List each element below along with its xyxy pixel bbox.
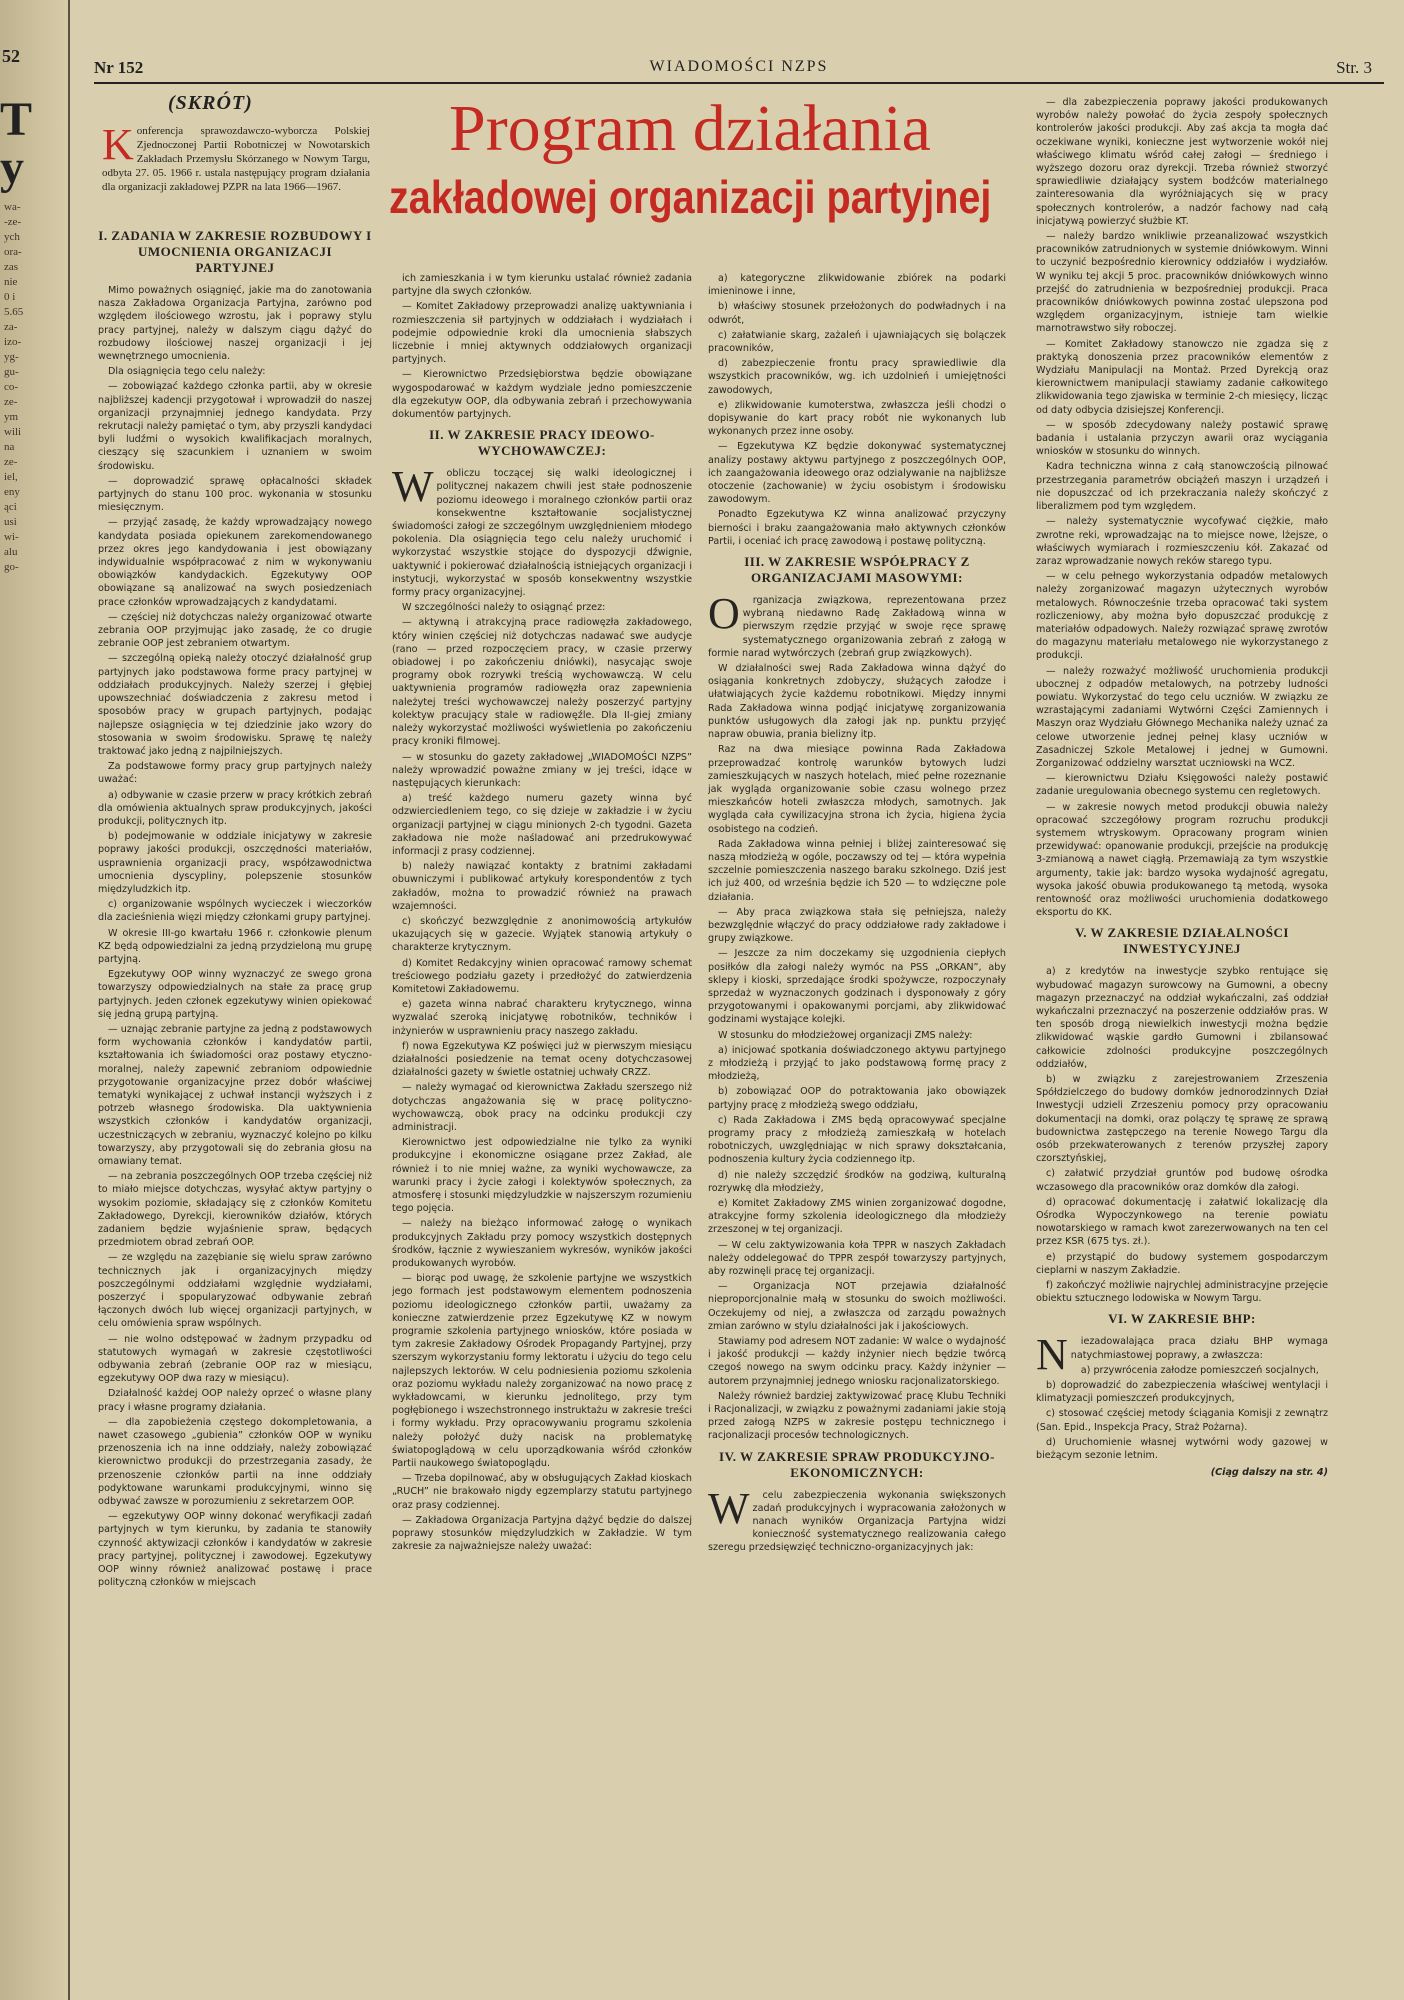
drop-cap: N	[1036, 1330, 1068, 1380]
paragraph: Raz na dwa miesiące powinna Rada Zakładowa przeprowadzać kontrolę warunków bytowych ludzi zamieszkujących w naszych hotelach, mieć pełne rozeznanie jak wygląda organizowanie sobie czasu wolnego przez mieszkańców hoteli zwłaszcza młodych, samotnych. Jak wygląda cała cywilizacyjna strona ich życia, higiena życia osobistego na codzień.	[708, 744, 1006, 835]
column-4	[1036, 96, 1328, 1932]
paragraph: — Trzeba dopilnować, aby w obsługujących Zakład kioskach „RUCH” nie brakowało nigdy egzemplarzy statutu partyjnego oraz prasy codziennej.	[392, 1473, 692, 1511]
adjacent-fragment: ych	[4, 231, 20, 243]
column-2	[392, 272, 692, 1912]
paragraph: c) stosować częściej metody ściągania Komisji z zewnątrz (San. Epid., Inspekcja Pracy, Straż Pożarna).	[1036, 1408, 1328, 1433]
paragraph: d) nie należy szczędzić środków na godziwą, kulturalną rozrywkę dla młodzieży,	[708, 1169, 1006, 1194]
paragraph: Mimo poważnych osiągnięć, jakie ma do zanotowania nasza Zakładowa Organizacja Partyjna, zarówno pod względem ilościowego wzrostu, jak i poprawy stylu pracy partyjnej, należy w dalszym ciągu dążyć do rozbudowy ilościowej naszej organizacji i jej wewnętrznego umocnienia.	[98, 285, 372, 363]
paragraph: d) Komitet Redakcyjny winien opracować ramowy schemat treściowego podziału gazety i przedłożyć do zatwierdzenia Komitetowi Zakładowemu.	[392, 957, 692, 995]
paragraph: e) Komitet Zakładowy ZMS winien zorganizować dogodne, atrakcyjne formy szkolenia ideologicznego dla młodzieży zrzeszonej w tej organizacji.	[708, 1198, 1006, 1236]
paragraph: — w stosunku do gazety zakładowej „WIADOMOŚCI NZPS” należy wprowadzić poważne zmiany w jej treści, idące w następujących kierunkach:	[392, 751, 692, 789]
article-headline	[330, 92, 1050, 228]
paragraph: Należy również bardziej zaktywizować pracę Klubu Techniki i Racjonalizacji, w związku z poważnymi zadaniami jakie stoją przed załogą NZPS w zakresie postępu technicznego i racjonalizacji procesów technologicznych.	[708, 1390, 1006, 1442]
paragraph: W szczególności należy to osiągnąć przez:	[402, 602, 606, 614]
adjacent-fragment: ze-	[4, 396, 18, 408]
article-lead	[102, 124, 370, 196]
section-heading-1: I. ZADANIA W ZAKRESIE ROZBUDOWY I UMOCNIENIA ORGANIZACJI PARTYJNEJ	[98, 228, 372, 275]
page-header	[94, 52, 1384, 84]
headline-line-2: zakładowej organizacji partyjnej	[388, 171, 992, 223]
headline-line-1: Program działania	[449, 92, 931, 165]
paragraph: — należy wymagać od kierownictwa Zakładu szerszego niż dotychczas angażowania się w pracę polityczno-wychowawczą, obok pracy na odcinku produkcji czy administracji.	[392, 1082, 692, 1133]
paragraph: — w celu pełnego wykorzystania odpadów metalowych należy zorganizować magazyn użytecznych wyrobów metalowych. Równocześnie trzeba opracować taki system rozliczeniowy, aby można było dopuszczać produkcję z materiałów odpadowych. Należy rozwiązać sprawę zwrotów do magazynu materiału metalowego nie wykorzystanego z produkcji.	[1036, 571, 1328, 662]
paragraph: Dla osiągnięcia tego celu należy:	[108, 366, 266, 378]
paragraph: a) kategoryczne zlikwidowanie zbiórek na podarki imieninowe i inne,	[708, 273, 1006, 298]
paragraph: Za podstawowe formy pracy grup partyjnych należy uważać:	[98, 761, 372, 786]
paragraph: — należy na bieżąco informować załogę o wynikach produkcyjnych Zakładu przy pomocy wszystkich dostępnych środków, łącznie z wywieszaniem wykresów, wyników jakości produkowanych wyrobów.	[392, 1218, 692, 1270]
paragraph: — należy bardzo wnikliwie przeanalizować wszystkich pracowników zatrudnionych w systemie dniówkowym. Winni to uczynić bezpośrednio kierownicy oddziałów i wydziałów. W wyniku tej akcji 5 proc. pracowników dniówkowych winno przejść do zatrudnienia w bezpośredniej produkcji. Praca pracowników dniówkowych powinna zostać ulepszona pod względem organizacyjnym, istnieje tam wielkie marnotrawstwo siły roboczej.	[1036, 231, 1328, 335]
paragraph: c) Rada Zakładowa i ZMS będą opracowywać specjalne programy pracy z młodzieżą zamieszkałą w hotelach robotniczych, uwzględniając w nich sprawy dokształcania, podnoszenia kultury życia codziennego itp.	[708, 1114, 1006, 1166]
paragraph: b) właściwy stosunek przełożonych do podwładnych i na odwrót,	[708, 301, 1006, 326]
section-heading-2: II. W ZAKRESIE PRACY IDEOWO-WYCHOWAWCZEJ:	[429, 427, 655, 459]
paragraph: Egzekutywy OOP winny wyznaczyć ze swego grona towarzyszy odpowiedzialnych na stałe za pracę grup partyjnych. Jeden członek egzekutywy winien opiekować się jedną grupą partyjną.	[98, 969, 372, 1020]
section-heading-3: III. W ZAKRESIE WSPÓŁPRACY Z ORGANIZACJAMI MASOWYMI:	[744, 554, 970, 586]
paragraph: e) przystąpić do budowy systemem gospodarczym cieplarni w naszym Zakładzie.	[1036, 1251, 1328, 1276]
paragraph: — Zakładowa Organizacja Partyjna dążyć będzie do dalszej poprawy stosunków międzyludzkich w Zakładzie. W tym zakresie za najważniejsze należy uważać:	[392, 1514, 692, 1553]
paragraph: iezadowalająca praca działu BHP wymaga natychmiastowej poprawy, a zwłaszcza:	[1070, 1336, 1328, 1361]
paragraph: obliczu toczącej się walki ideologicznej i politycznej nakazem chwili jest stałe podnoszenie poziomu ideowego i moralnego członków partii oraz konsekwentne kształtowanie socjalistycznej świadomości załogi ze szczególnym uwzględnieniem młodego pokolenia. Dla osiągnięcia tego celu należy uruchomić i wykorzystać wszystkie stojące do dyspozycji dźwignie, uaktywnić i pokierować działalnością istniejących organizacji i instytucji, wykorzystać w sposób konsekwentny wszystkie formy pracy organizacyjnej.	[392, 468, 692, 599]
adjacent-fragment: ze-	[4, 456, 18, 468]
paragraph: Działalność każdej OOP należy oprzeć o własne plany pracy i własne programy działania.	[98, 1388, 372, 1413]
adjacent-fragment: -ze-	[4, 216, 22, 228]
column-2-top-body	[392, 272, 692, 421]
paragraph: celu zabezpieczenia wykonania swiększonych zadań produkcyjnych i wypracowania założonych w nanach wyników Organizacja Partyjna widzi konieczność systematycznego realizowania całego szeregu przedsięwzięć techniczno-organizacyjnych jak:	[708, 1489, 1006, 1554]
paragraph: — Komitet Zakładowy przeprowadzi analizę uaktywniania i rozmieszczenia sił partyjnych w oddziałach i wydziałach i podejmie odpowiednie kroki dla umocnienia słabszych liczebnie i mniej aktywnych oddziałowych organizacji partyjnych.	[392, 301, 692, 366]
paragraph: b) doprowadzić do zabezpieczenia właściwej wentylacji i klimatyzacji pomieszczeń produkcyjnych,	[1036, 1380, 1328, 1405]
section-heading-6: VI. W ZAKRESIE BHP:	[1108, 1311, 1256, 1327]
paragraph: — częściej niż dotychczas należy organizować otwarte zebrania OOP przyjmując jako zasadę, że co drugie zebranie OOP jest zebraniem otwartym.	[98, 611, 372, 650]
paragraph: — w sposób zdecydowany należy postawić sprawę badania i ustalania przyczyn awarii oraz wyciągania wniosków w stosunku do winnych.	[1036, 419, 1328, 458]
column-2-body	[392, 462, 692, 1553]
paragraph: — przyjąć zasadę, że każdy wprowadzający nowego kandydata posiada opiekunem zarekomendowanego przez okres jego kandydowania i jest obowiązany indywidualnie współpracować z nim w wykonywaniu obowiązków kandydackich. Egzekutywy OOP obowiązane są analizować na swych posiedzeniach prace członków wprowadzających z kandydatami.	[98, 517, 372, 608]
paragraph: — Organizacja NOT przejawia działalność nieproporcjonalnie małą w stosunku do swoich możliwości. Oczekujemy od niej, a zwłaszcza od zarządu poważnych zmian zarówno w stylu działalności jak i jakościowych.	[708, 1281, 1006, 1332]
paragraph: W okresie III-go kwartału 1966 r. członkowie plenum KZ będą odpowiedzialni za jedną przydzieloną mu grupę partyjną.	[98, 927, 372, 965]
paragraph: a) odbywanie w czasie przerw w pracy krótkich zebrań dla omówienia aktualnych spraw produkcyjnych, jakości produkcji, politycznych itp.	[98, 789, 372, 827]
paragraph: Kierownictwo jest odpowiedzialne nie tylko za wyniki produkcyjne i ekonomiczne osiągane przez Zakład, ale również i to nie mniej ważne, za wyniki wychowawcze, za warunki pracy i życie załogi i kolektywów społecznych, za atmosferę i stosunki międzyludzkie w najszerszym rozumieniu tego pojęcia.	[392, 1137, 692, 1215]
section-heading-5: V. W ZAKRESIE DZIAŁALNOŚCI INWESTYCYJNEJ	[1075, 925, 1289, 957]
paragraph: W działalności swej Rada Zakładowa winna dążyć do osiągania konkretnych zdobyczy, służących załodze i ułatwiających życie każdemu robotnikowi. Między innymi Rada Zakładowa winna podjąć inicjatywę zorganizowania punktów usługowych dla załogi jak np. punktu przyjęć napraw obuwia, prania bielizny itp.	[708, 663, 1006, 741]
column-4-body	[1036, 96, 1328, 919]
adjacent-fragment: usi	[4, 516, 17, 528]
paragraph: — biorąc pod uwagę, że szkolenie partyjne we wszystkich jego formach jest podstawowym elementem podnoszenia poziomu ideologicznego członków partii, uważamy za konieczne zatwierdzenie przez Egzekutywę KZ w nowym programie szkolenia partyjnego wniosków, które posiada w tym zakresie Zakładowy Ośrodek Propagandy Partyjnej, przy szerszym wykorzystaniu formy lektoratu i użyciu do tego celu najlepszych lektorów. W celu podniesienia poziomu szkolenia oraz poziomu wykładu należy zorganizować na nowo pracę z wykładowcami, w kierunku jednolitego, przy tym pogłębionego i wszechstronnego instruktażu w zakresie treści i formy wykładu. Przy opracowywaniu programu szkolenia należy położyć duży nacisk na problematykę światopoglądową w celu uporządkowania wśród członków Partii naukowego światopoglądu.	[392, 1273, 692, 1470]
column-4-body-3	[1036, 1330, 1328, 1462]
paragraph: — zobowiązać każdego członka partii, aby w okresie najbliższej kadencji przygotował i wprowadził do naszej organizacji przynajmniej jednego kandydata. Przy rekrutacji należy pamiętać o tym, aby przyszli kandydaci byli ludźmi o wysokich kwalifikacjach moralnych, cieszący się szacunkiem i uznaniem w swoim środowisku.	[98, 381, 372, 472]
adjacent-fragment: na	[4, 441, 15, 453]
paragraph: — należy rozważyć możliwość uruchomienia produkcji ubocznej z odpadów metalowych, na potrzeby ludności powiatu. Wykorzystać do tego celu uczniów. W związku ze wzrastającymi zadaniami Wytwórni Części Zamiennych i Maszyn oraz Wydziału Głównego Mechanika należy uznać za celowe utworzenie jednej pełnej klasy uczniów w Zasadniczej Szkole Metalowej i jednej w Gumowni. Zorganizować oddzielny warsztat uczniowski na WCZ.	[1036, 665, 1328, 769]
paragraph: f) zakończyć możliwie najrychlej administracyjne przejęcie obiektu sztucznego lodowiska w Nowym Targu.	[1036, 1280, 1328, 1305]
paragraph: — kierownictwu Działu Księgowości należy postawić zadanie uregulowania obecnego systemu cen regletowych.	[1036, 773, 1328, 798]
adjacent-fragment: zas	[4, 261, 19, 273]
paragraph: b) zobowiązać OOP do potraktowania jako obowiązek partyjny pracę z młodzieżą swego oddziału,	[708, 1086, 1006, 1111]
issue-number: Nr 152	[94, 58, 144, 77]
adjacent-fragment: iel,	[4, 471, 18, 483]
drop-cap: O	[708, 589, 740, 639]
paragraph: — dla zabezpieczenia poprawy jakości produkowanych wyrobów należy powołać do życia zespoły społecznych kontrolerów jakości produkcji. Aby zaś akcja ta mogła dać oczekiwane wyniki, konieczne jest wytworzenie wokół niej właściwego klimatu wśród całej załogi — średniego i wyższego dozoru oraz dyrekcji. Trzeba również stworzyć sprawiedliwie działający system bodźców materialnego zainteresowania dla wyróżniających się w pracy społecznych kontrolerów, a nadzór fachowy nad całą inicjatywą powierzyć służbie KT.	[1036, 97, 1328, 227]
continued-note: (Ciąg dalszy na str. 4)	[1210, 1467, 1328, 1479]
adjacent-page-number: 52	[2, 46, 20, 66]
adjacent-page-strip	[0, 0, 70, 2000]
adjacent-page-letter: T	[0, 93, 33, 146]
adjacent-fragment: gu-	[4, 366, 19, 378]
paragraph: — na zebrania poszczególnych OOP trzeba częściej niż to miało miejsce dotychczas, wysyłać aktyw partyjny o wysokim poziomie, składający się z członków Komitetu Zakładowego, Dyrekcji, kierowników działów, których zadaniem będzie wyjaśnienie spraw, będących przedmiotem obrad zebrań OOP.	[98, 1171, 372, 1249]
paragraph: — uznając zebranie partyjne za jedną z podstawowych form wychowania członków i kandydatów partii, kształtowania ich świadomości oraz postawy etyczno-moralnej, należy zapewnić zebraniom odpowiednie przygotowanie organizacyjne przez dobór właściwej tematyki wynikającej z uchwał instancji wyższych i z potrzeb własnego środowiska. Dla uaktywnienia wszystkich członków i kandydatów organizacji, uczestniczących w zebraniu, wyznaczyć kolejno po kilku towarzyszy, aby przygotowali się do zebrania głosu na omawiany temat.	[98, 1023, 372, 1167]
adjacent-fragment: wi-	[4, 531, 19, 543]
paragraph: c) organizowanie wspólnych wycieczek i wieczorków dla zacieśnienia więzi między członkami grupy partyjnej.	[98, 899, 372, 924]
adjacent-fragment: wili	[4, 426, 22, 438]
paragraph: — Egzekutywa KZ będzie dokonywać systematycznej analizy postawy aktywu partyjnego z poszczególnych OOP, ich zaangażowania ideowego oraz odzialywanie na najbliższe otoczenie (zachowanie) w życiu osobistym i środowisku zawodowym.	[708, 441, 1006, 506]
paragraph: — w zakresie nowych metod produkcji obuwia należy opracować szczegółowy program rozruchu produkcji systemem wtryskowym. Opracowany program winien przewidywać: opanowanie produkcji, przejście na produkcję 3-zmianową a nawet ciągłą. Przemawiają za tym wszystkie argumenty, takie jak: bardzo wysoka wydajność agregatu, wysoka jakość obuwia produkowanego tą metodą, wysoka rentowność oraz możliwości uruchomienia dodatkowego eksportu do KK.	[1036, 801, 1328, 919]
lead-drop-cap: K	[102, 124, 134, 169]
lead-text: onferencja sprawozdawczo-wyborcza Polskiej Zjednoczonej Partii Robotniczej w Nowotarskich Zakładach Przemysłu Skórzanego w Nowym Targu, odbyta 27. 05. 1966 r. ustala następujący program działania dla organizacji zakładowej PZPR na lata 1966—1967.	[102, 125, 370, 193]
adjacent-fragment: 5.65	[4, 306, 24, 318]
adjacent-fragment: za-	[4, 321, 18, 333]
paragraph: — aktywną i atrakcyjną prace radiowęzła zakładowego, który winien częściej niż dotychczas nadawać swe audycje (rano — przed rozpoczęciem pracy, w czasie przerwy obiadowej i po zakończeniu dniówki), nasycając swoje programy obok rozrywki treścią wychowawczą. W celu uaktywnienia programów radiowęzła oraz zapewnienia należytej treści wychowawczej należy poszerzyć partyjny kolektyw pracujący stale w radiowęźle. Dla II-giej zmiany należy wykorzystać możliwości wyświetlenia po zakończeniu pracy kroniki filmowej.	[392, 617, 692, 748]
paragraph: a) inicjować spotkania doświadczonego aktywu partyjnego z młodzieżą i przyjąć to jako podstawową formę pracy z młodzieżą,	[708, 1044, 1006, 1083]
column-4-body-2	[1036, 965, 1328, 1305]
paragraph: — ze względu na zazębianie się wielu spraw zarówno technicznych jak i organizacyjnych między poszczególnymi oddziałami względnie wydziałami, poszerzyć i spopularyzować odbywanie zebrań łączonych dwóch lub więcej organizacji partyjnych, w celu omówienia spraw wspólnych.	[98, 1252, 372, 1330]
paragraph: e) zlikwidowanie kumoterstwa, zwłaszcza jeśli chodzi o dopisywanie do kart pracy robót nie wykonanych lub wykonanych przez inne osoby.	[708, 399, 1006, 438]
paragraph: — należy systematycznie wycofywać ciężkie, mało zwrotne reki, wprowadzając na to miejsce nowe, lżejsze, o właściwych wymiarach i rozmieszczeniu kół. Zakazać od zaraz wprowadzanie nowych reków starego typu.	[1036, 516, 1328, 567]
paragraph: W stosunku do młodzieżowej organizacji ZMS należy:	[718, 1029, 973, 1041]
adjacent-fragment: 0 i	[4, 291, 16, 303]
column-1	[98, 222, 372, 1912]
abridged-label: (SKRÓT)	[168, 92, 253, 114]
paragraph: rganizacja związkowa, reprezentowana przez wybraną niedawno Radę Zakładową winna w pierwszym rzędzie przyjąć w swoje ręce sprawę systematycznego organizowania zebrań z załogą w formie narad wytwórczych (zebrań grup związkowych).	[708, 595, 1006, 659]
adjacent-fragment: ym	[4, 411, 19, 423]
column-3	[708, 272, 1006, 1912]
paragraph: c) załatwianie skarg, zażaleń i ujawniających się bolączek pracowników,	[708, 329, 1006, 355]
drop-cap: W	[392, 462, 434, 512]
adjacent-fragment: go-	[4, 561, 19, 573]
paragraph: c) skończyć bezwzględnie z anonimowością artykułów ukazujących się w gazecie. Wyjątek stanowią artykuły o charakterze krytycznym.	[392, 915, 692, 954]
adjacent-fragment: wa-	[4, 201, 21, 213]
paragraph: b) należy nawiązać kontakty z bratnimi zakładami obuwniczymi i publikować artykuły korespondentów z tych zakładów, można to prowadzić również na prawach wzajemności.	[392, 861, 692, 912]
adjacent-fragment: ora-	[4, 246, 22, 258]
paragraph: a) z kredytów na inwestycje szybko rentujące się wybudować magazyn surowcowy na Gumowni, a obecny magazyn przeznaczyć na oddział wykańczalni, zaś oddział wykańczalni przeznaczyć na poszerzenie oddziałów pras. W ten sposób drogą niewielkich inwestycji można będzie zlikwidować wąskie gardło Gumowni i zbilansować całkowicie zdolności produkcyjne poszczególnych oddziałów,	[1036, 966, 1328, 1070]
paragraph: — W celu zaktywizowania koła TPPR w naszych Zakładach należy oddelegować do TPPR zespół towarzyszy partyjnych, aby rozwinęli pracę tej organizacji.	[708, 1239, 1006, 1278]
publication-title: WIADOMOŚCI NZPS	[649, 58, 829, 75]
paragraph: — Aby praca związkowa stała się pełniejsza, należy bezwzględnie włączyć do pracy oddziałowe rady zakładowe i grupy związkowe.	[708, 906, 1006, 945]
paragraph: — dla zapobieżenia częstego dokompletowania, a nawet czasowego „gubienia” członków OOP w wyniku przenoszenia ich na inne oddziały, należy zobowiązać kierownictwo produkcji do przestrzegania zasady, że przenoszenie członków partii na inne oddziały podyktowane warunkami produkcyjnymi, winno się odbywać zawsze w porozumieniu z sekretarzem OOP.	[98, 1416, 372, 1508]
paragraph: d) opracować dokumentację i załatwić lokalizację dla Ośrodka Wypoczynkowego na terenie powiatu nowotarskiego w ramach kwot zarezerwowanych na ten cel przez KSR (675 tys. zł.).	[1036, 1196, 1328, 1248]
adjacent-page-fragments	[4, 200, 60, 575]
paragraph: a) przywrócenia załodze pomieszczeń socjalnych,	[1080, 1364, 1319, 1376]
paragraph: — Kierownictwo Przedsiębiorstwa będzie obowiązane wygospodarować w każdym wydziale jedno pomieszczenie dla egzekutyw OOP, dla odbywania zebrań i przechowywania dokumentów partyjnych.	[392, 369, 692, 421]
column-3-top-body	[708, 272, 1006, 548]
paragraph: — szczególną opieką należy otoczyć działalność grup partyjnych jako podstawowa forme pracy partyjnej w oddziałach produkcyjnych. Należy szerzej i głębiej upowszechniać doświadczenia z zakresu metod i sposobów pracy w grupach partyjnych, podając najlepsze osiągnięcia w tej dziedzinie jako wzory do stosowania w swoim środowisku. Sprawę tę należy traktować jako jedną z najpilniejszych.	[98, 653, 372, 757]
section-heading-4: IV. W ZAKRESIE SPRAW PRODUKCYJNO-EKONOMICZNYCH:	[719, 1448, 995, 1480]
paragraph: Stawiamy pod adresem NOT zadanie: W walce o wydajność i jakość produkcji — każdy inżynier niech będzie twórcą czegoś nowego na swym odcinku pracy. Każdy inżynier — autorem przynajmniej jednego wniosku racjonalizatorskiego.	[708, 1336, 1006, 1387]
drop-cap: W	[708, 1483, 750, 1533]
paragraph: — egzekutywy OOP winny dokonać weryfikacji zadań partyjnych w tym kierunku, by zadania te stanowiły czynność aktywizacji członków i kandydatów w zakresie pracy partyjnej, politycznej i zawodowej. Egzekutywy OOP winny również analizować postawę i prace polityczną członków w miejscach	[98, 1511, 372, 1589]
paragraph: ich zamieszkania i w tym kierunku ustalać również zadania partyjne dla swych członków.	[392, 273, 692, 298]
adjacent-fragment: nie	[4, 276, 18, 288]
paragraph: b) w związku z zarejestrowaniem Zrzeszenia Spółdzielczego do budowy domków jednorodzinnych Dział Inwestycji udzieli Zrzeszeniu pomocy przy opracowaniu dokumentacji na domki, oraz polączy tę sprawę ze sprawą budownictwa zastępczego na terenie Nowego Targu dla osób przekwaterowanych z terenów przyszłej zapory czorsztyńskiej,	[1036, 1074, 1328, 1165]
adjacent-fragment: co-	[4, 381, 19, 393]
adjacent-fragment: yg-	[4, 351, 19, 363]
paragraph: d) Uruchomienie własnej wytwórni wody gazowej w bieżącym sezonie letnim.	[1036, 1436, 1328, 1462]
paragraph: — Komitet Zakładowy stanowczo nie zgadza się z praktyką donoszenia przez pracowników elementów z Wydziału Manipulacji na Montaż. Przed Dyrekcją oraz kierownictwem manipulacji stawiamy zadanie całkowitego zlikwidowania tego zjawiska w terminie 2-ch miesięcy, licząc od daty odbycia dzisiejszej Konferencji.	[1036, 338, 1328, 416]
paragraph: d) zabezpieczenie frontu pracy sprawiedliwie dla wszystkich pracowników, wg. ich uzdolnień i umiejętności zawodowych,	[708, 358, 1006, 396]
column-1-body	[98, 284, 372, 1590]
paragraph: — Jeszcze za nim doczekamy się uzgodnienia ciepłych posiłków dla załogi należy wymóc na PSS „ORKAN”, aby sklepy i kioski, sprzedające środki spożywcze, rozpoczynały sprzedaż w wyznaczonych godzinach i dysponowały z góry przygotowanymi i opakowanymi porcjami, aby zlikwidować godzinami wystające kolejki.	[708, 948, 1006, 1026]
paragraph: Rada Zakładowa winna pełniej i bliżej zainteresować się naszą młodzieżą w ogóle, poczawszy od tej — która wypełnia szczelnie pomieszczenia naszego baraku szkolnego. Dziś jest ich już 400, od września będzie ich 520 — to wdzięczne pole działania.	[708, 838, 1006, 903]
paragraph: Ponadto Egzekutywa KZ winna analizować przyczyny bierności i braku zaangażowania mało aktywnych członków Partii, i oceniać ich pracę zawodową i postawę polityczną.	[708, 509, 1006, 547]
adjacent-fragment: alu	[4, 546, 18, 558]
adjacent-fragment: izo-	[4, 336, 22, 348]
adjacent-fragment: eny	[4, 486, 20, 498]
paragraph: — nie wolno odstępować w żadnym przypadku od statutowych wymagań w zakresie częstotliwości odbywania zebrań (zebranie OOP raz w miesiącu, egzekutywy OOP dwa razy w miesiącu).	[98, 1333, 372, 1385]
page-number: Str. 3	[1336, 58, 1372, 77]
paragraph: a) treść każdego numeru gazety winna być odzwierciedleniem tego, co się dzieje w zakładzie i w życiu organizacji partyjnej w ciągu minionych 2-ch tygodni. Gazeta zakładowa nie może naśladować ani przedrukowywać informacji z prasy codziennej.	[392, 793, 692, 857]
paragraph: b) podejmowanie w oddziale inicjatywy w zakresie poprawy jakości produkcji, oszczędności materiałów, usprawnienia organizacji pracy, współzawodnictwa umocnienia dyscypliny, polepszenie stosunków międzyludzkich itp.	[98, 831, 372, 895]
paragraph: e) gazeta winna nabrać charakteru krytycznego, winna wyzwalać szeroką inicjatywę robotników, techników i inżynierów w usprawnieniu pracy naszego zakładu.	[392, 999, 692, 1037]
paragraph: — doprowadzić sprawę opłacalności składek partyjnych do stanu 100 proc. wykonania w stosunku miesięcznym.	[98, 475, 372, 514]
adjacent-fragment: ąci	[4, 501, 17, 513]
column-3-body-2	[708, 1483, 1006, 1555]
paragraph: Kadra techniczna winna z całą stanowczością pilnować przestrzegania parametrów obciążeń maszyn i urządzeń i nie dopuszczać od ich przekraczania należy skończyć z liberalizmem pod tym względem.	[1036, 461, 1328, 513]
column-3-body	[708, 589, 1006, 1443]
adjacent-page-letter: y	[0, 141, 24, 194]
paragraph: f) nowa Egzekutywa KZ poświęci już w pierwszym miesiącu działalności posiedzenie na temat oceny dotychczasowej działalności gazety w świetle ostatniej uchwały CRZZ.	[392, 1040, 692, 1079]
paragraph: c) załatwić przydział gruntów pod budowę ośrodka wczasowego dla pracowników oraz domków dla załogi.	[1036, 1168, 1328, 1193]
